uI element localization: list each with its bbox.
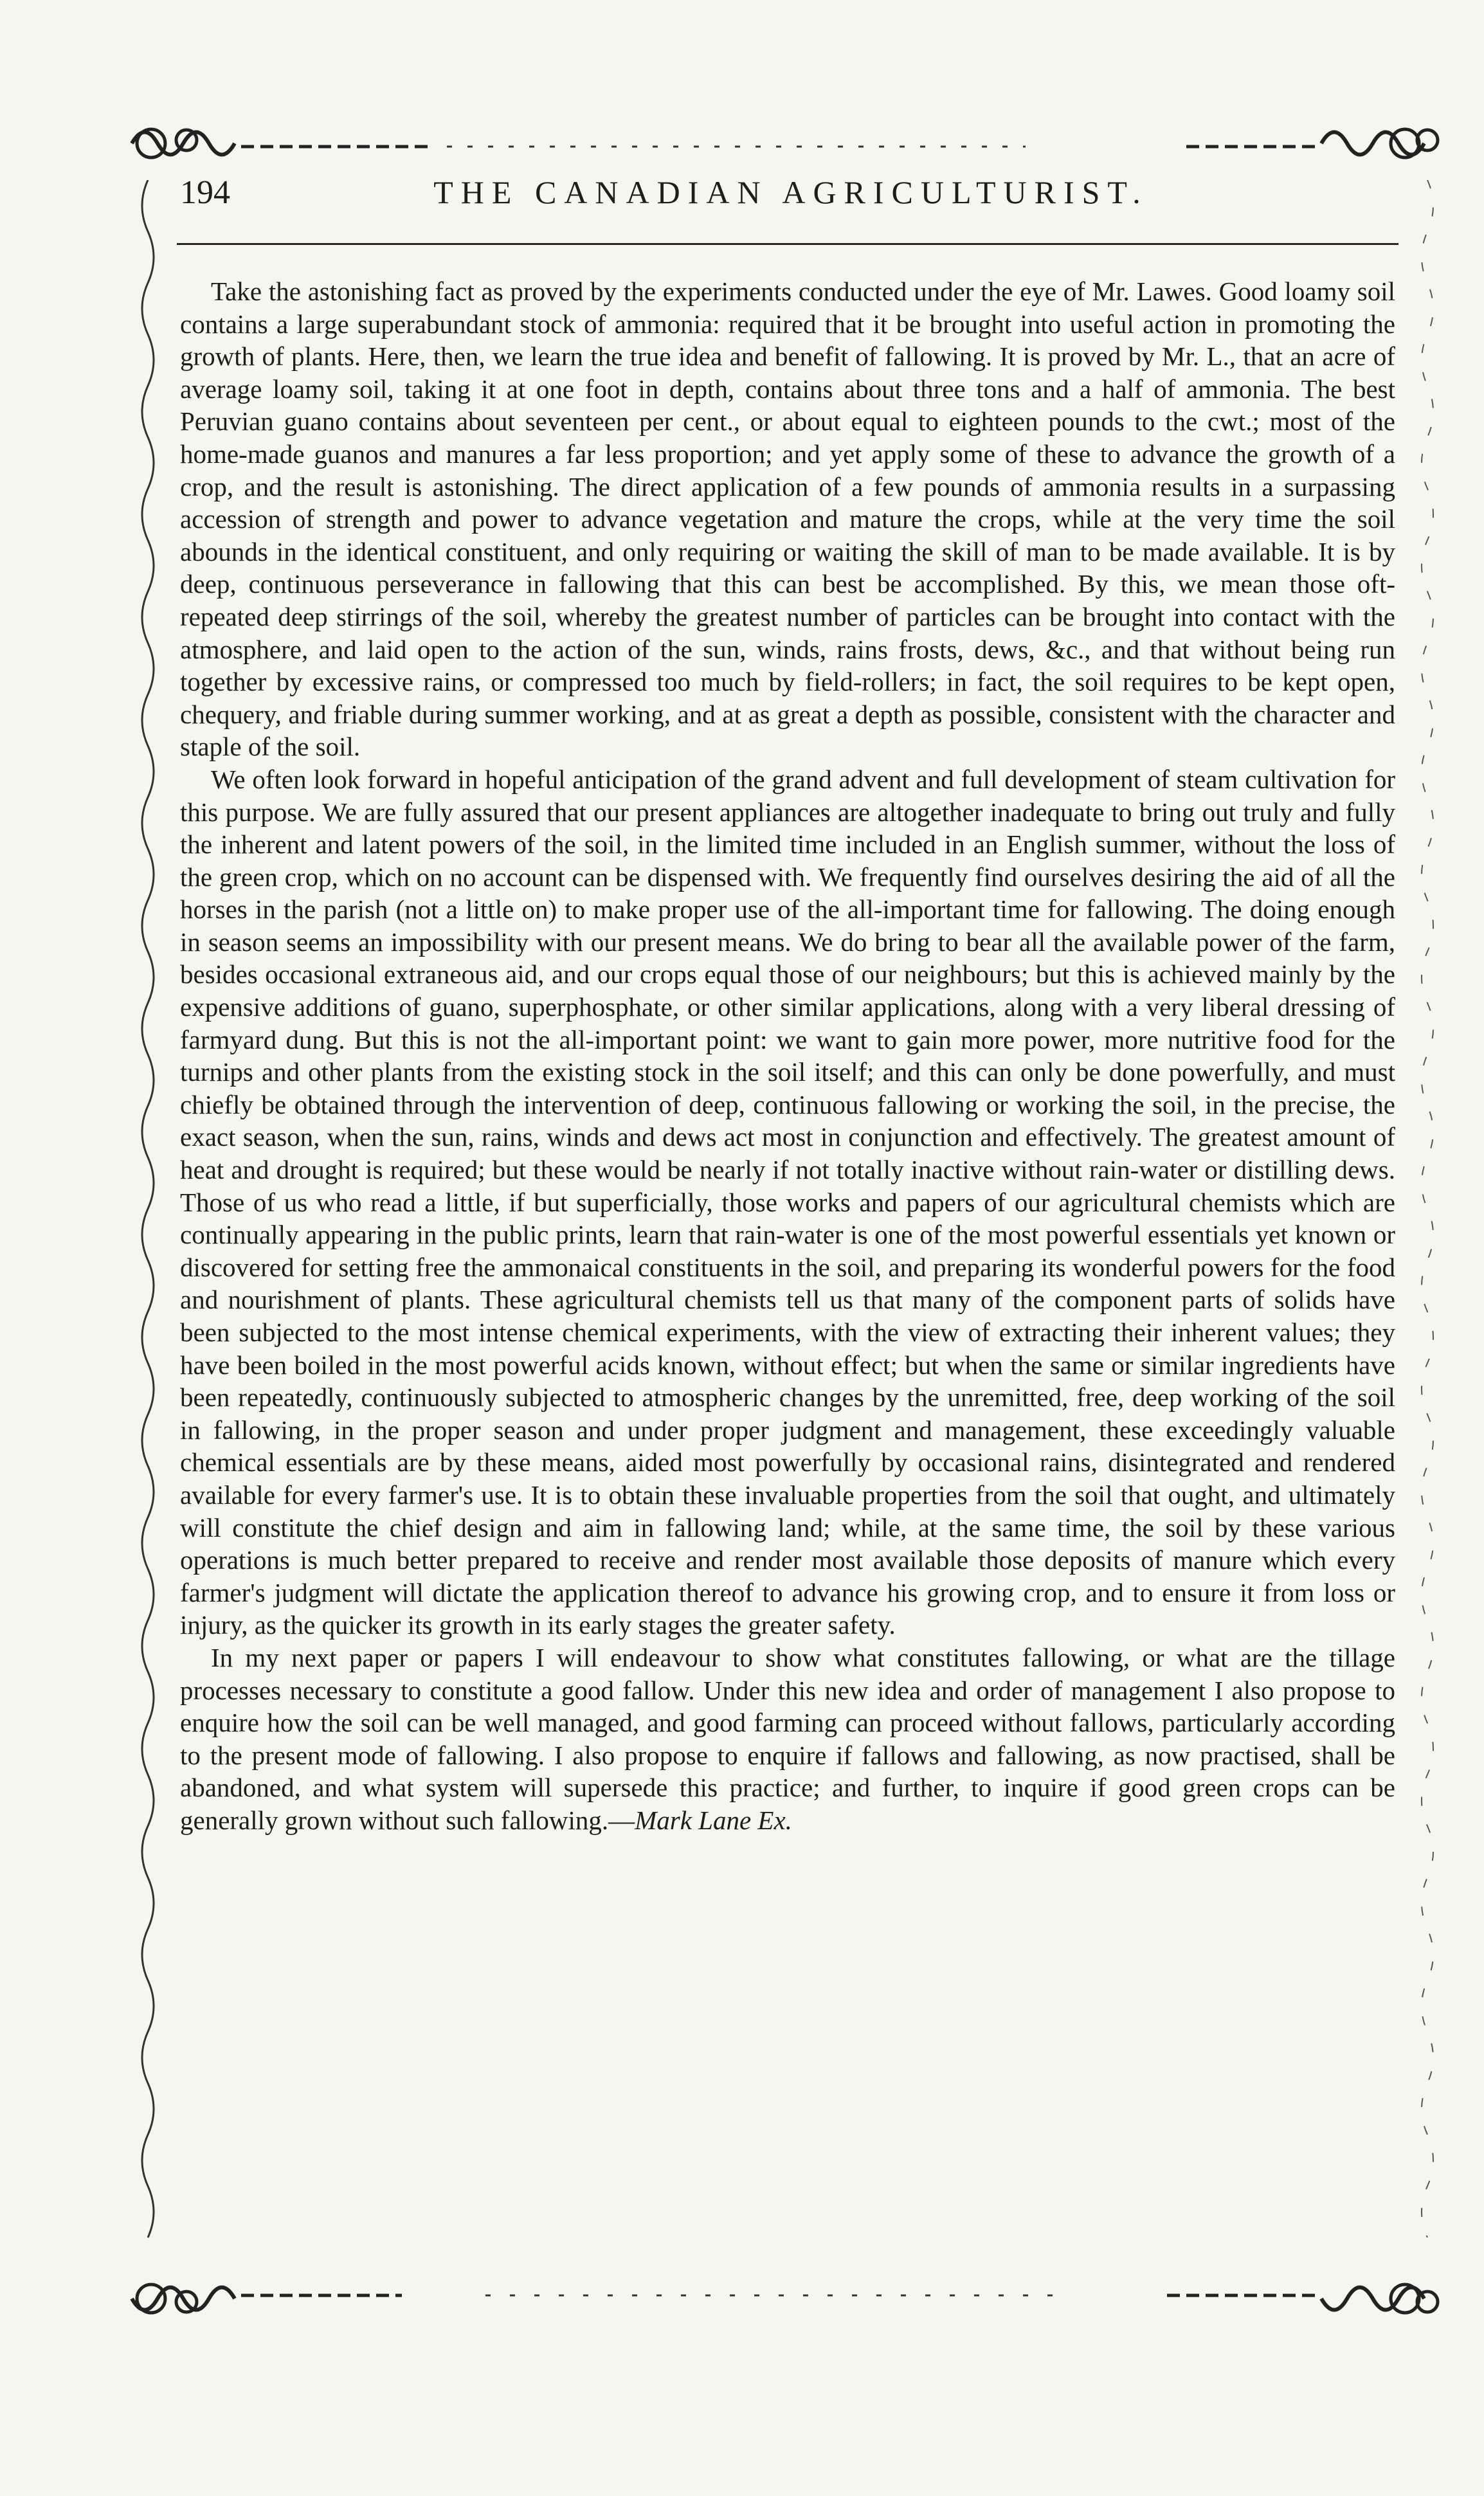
top-ornamental-border [125,114,1447,172]
header-rule [177,243,1398,245]
left-ornamental-border [129,180,167,2270]
paragraph: We often look forward in hopeful anticipation of the grand advent and full development of steam cultivation for this purpose. We are fully assured that our present appliances are altogether inadequate to bring out truly and fully the inherent and latent powers of the soil, in the limited time included in an English summer, without the loss of the green crop, which on no account can be dispensed with. We frequently find ourselves desiring the aid of all the horses in the parish (not a little on) to make proper use of the all-important time for fallowing. The doing enough in season seems an impossibility with our present means. We do bring to bear all the available power of the farm, besides occasional extraneous aid, and our crops equal those of our neighbours; but this is achieved mainly by the expensive additions of guano, superphosphate, or other similar applications, along with a very liberal dressing of farmyard dung. But this is not the all-important point: we want to gain more power, more nutritive food for the turnips and other plants from the existing stock in the soil itself; and this can only be done powerfully, and must chiefly be obtained through the intervention of deep, continuous fallowing or working the soil, in the precise, the exact season, when the sun, rains, winds and dews act most in conjunction and effectively. The greatest amount of heat and drought is required; but these would be nearly if not totally inactive without rain-water or distilling dews. Those of us who read a little, if but superficially, those works and papers of our agricultural chemists which are continually appearing in the public prints, learn that rain-water is one of the most powerful essentials yet known or discovered for setting free the ammonaical constituents in the soil, and preparing its wonderful powers for the food and nourishment of plants. These agricultural chemists tell us that many of the component parts of solids have been subjected to the most intense chemical experiments, with the view of extracting their inherent values; they have been boiled in the most powerful acids known, without effect; but when the same or similar ingredients have been repeatedly, continuously subjected to atmospheric changes by the unremitted, free, deep working of the soil in fallowing, in the proper season and under proper judgment and management, these exceedingly valuable chemical essentials are by these means, aided most powerfully by occasional rains, disintegrated and rendered available for every farmer's use. It is to obtain these invaluable properties from the soil that ought, and ultimately will constitute the chief design and aim in fallowing land; while, at the same time, the soil by these various operations is much better prepared to receive and render most available those deposits of manure which every farmer's judgment will dictate the application thereof to advance his growing crop, and to ensure it from loss or injury, as the quicker its growth in its early stages the greater safety. [180,764,1395,1640]
source-citation: Mark Lane Ex. [635,1805,792,1835]
article-body [180,275,1395,1837]
paragraph-text: In my next paper or papers I will endeavour to show what constitutes fallowing, or what are the tillage processes necessary to constitute a good fallow. Under this new idea and order of management I also propose to enquire how the soil can be well managed, and good farming can proceed without fallows, particularly according to the present mode of fallowing. I also propose to enquire if fallows and fallowing, as now practised, shall be abandoned, and what system will supersede this practice; and further, to inquire if good green crops can be generally grown without such fallowing.— [180,1642,1395,1835]
paragraph: Take the astonishing fact as proved by the experiments conducted under the eye of Mr. Lawes. Good loamy soil contains a large superabundant stock of ammonia: required that it be brought into useful action in promoting the growth of plants. Here, then, we learn the true idea and benefit of fallowing. It is proved by Mr. L., that an acre of average loamy soil, taking it at one foot in depth, contains about three tons and a half of ammonia. The best Peruvian guano contains about seventeen per cent., or about equal to eighteen pounds to the cwt.; most of the home-made guanos and manures a far less proportion; and yet apply some of these to advance the growth of a crop, and the result is astonishing. The direct application of a few pounds of ammonia results in a surpassing accession of strength and power to advance vegetation and mature the crops, while at the very time the soil abounds in the identical constituent, and only requiring or waiting the skill of man to be made available. It is by deep, continuous perseverance in fallowing that this can best be accomplished. By this, we mean those oft-repeated deep stirrings of the soil, whereby the greatest number of particles can be brought into contact with the atmosphere, and laid open to the action of the sun, winds, rains frosts, dews, &c., and that without being run together by excessive rains, or compressed too much by field-rollers; in fact, the soil requires to be kept open, chequery, and friable during summer working, and at as great a depth as possible, consistent with the character and staple of the soil. [180,276,1395,762]
running-head: THE CANADIAN AGRICULTURIST. [433,174,1148,210]
page-header [180,174,1402,225]
paragraph [180,1641,1395,1837]
page-number: 194 [180,174,230,211]
bottom-ornamental-border [125,2270,1447,2328]
right-ornamental-border [1408,180,1447,2270]
